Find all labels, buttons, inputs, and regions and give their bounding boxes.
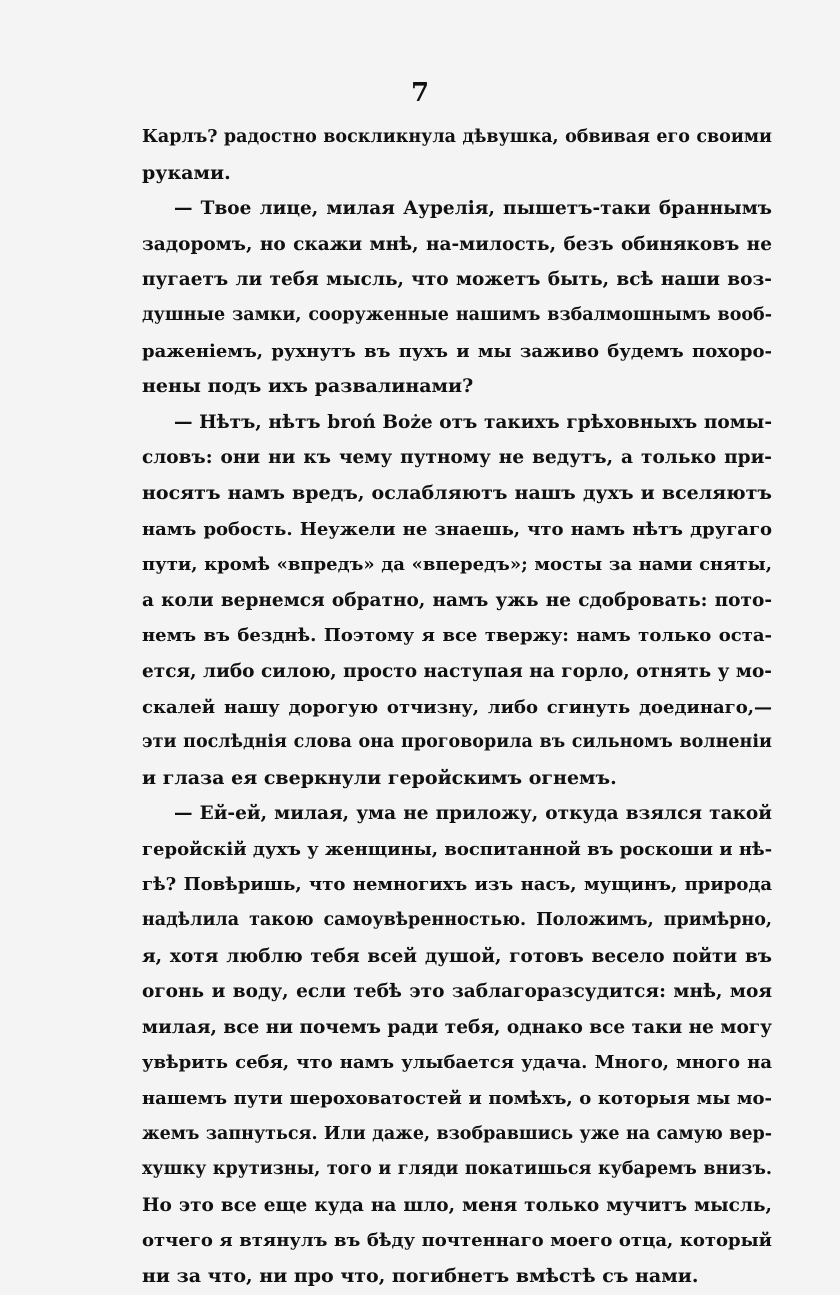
text-line: скалей нашу дорогую отчизну, либо сгинуть доединаго,—	[142, 696, 772, 718]
text-line: руками.	[142, 161, 231, 184]
text-line: пути, кромѣ «впредъ» да «впередъ»; мосты за нами сняты,	[142, 554, 772, 576]
text-line: нены подъ ихъ развалинами?	[142, 375, 474, 398]
text-line: намъ робость. Неужели не знаешь, что намъ нѣтъ другаго	[142, 518, 772, 540]
text-line: ется, либо силою, просто наступая на горло, отнять у мо-	[142, 660, 772, 682]
text-line: геройскій духъ у женщины, воспитанной въ роскоши и нѣ-	[142, 838, 772, 860]
text-line: Карлъ? радостно воскликнула дѣвушка, обвивая его своими	[142, 127, 772, 147]
text-line: я, хотя люблю тебя всей душой, готовъ весело пойти въ	[142, 945, 772, 967]
text-line: милая, все ни почемъ ради тебя, однако все таки не могу	[142, 1016, 772, 1038]
text-line: эти послѣднія слова она проговорила въ сильномъ волненіи	[142, 732, 772, 753]
text-line: раженіемъ, рухнутъ въ пухъ и мы заживо будемъ похоро-	[142, 340, 772, 362]
text-line: носятъ намъ вредъ, ослабляютъ нашъ духъ и вселяютъ	[142, 481, 772, 504]
text-line: надѣлила такою самоувѣренностью. Положимъ, примѣрно,	[142, 910, 772, 931]
text-line: — Нѣтъ, нѣтъ broń Boże отъ такихъ грѣховныхъ помы-	[174, 411, 772, 433]
text-line: задоромъ, но скажи мнѣ, на-милость, безъ обиняковъ не	[142, 233, 772, 255]
text-line: — Ей-ей, милая, ума не приложу, откуда взялся такой	[174, 803, 772, 825]
text-line: пугаетъ ли тебя мысль, что можетъ быть, всѣ наши воз-	[142, 269, 772, 291]
text-line: душные замки, сооруженные нашимъ взбалмошнымъ вооб-	[142, 304, 772, 325]
text-line: увѣрить себя, что намъ улыбается удача. Много, много на	[142, 1052, 772, 1074]
text-line: жемъ запнуться. Или даже, взобравшись уже на самую вер-	[142, 1123, 772, 1144]
paragraph	[142, 191, 772, 405]
text-line: немъ въ безднѣ. Поэтому я все твержу: намъ только оста-	[142, 625, 772, 647]
text-line: нашемъ пути шероховатостей и помѣхъ, о которыя мы мо-	[142, 1088, 772, 1110]
page-number: 7	[410, 78, 430, 108]
text-line: словъ: они ни къ чему путному не ведутъ, а только при-	[142, 447, 772, 469]
text-line: а коли вернемся обратно, намъ ужь не сдобровать: пото-	[142, 589, 772, 611]
paragraph	[142, 405, 772, 797]
text-line: отчего я втянулъ въ бѣду почтеннаго моего отца, который	[142, 1230, 772, 1252]
text-line: огонь и воду, если тебѣ это заблагоразсудится: мнѣ, моя	[142, 981, 772, 1003]
text-line: хушку крутизны, того и гляди покатишься кубаремъ внизъ.	[142, 1159, 772, 1180]
body-text	[142, 120, 772, 1295]
paragraph	[142, 120, 772, 191]
text-line: гѣ? Повѣришь, что немногихъ изъ насъ, мущинъ, природа	[142, 874, 772, 896]
text-line: ни за что, ни про что, погибнетъ вмѣстѣ съ нами.	[142, 1265, 699, 1287]
paragraph	[142, 796, 772, 1294]
text-line: — Твое лице, милая Аурелія, пышетъ-таки браннымъ	[174, 198, 772, 220]
text-line: Но это все еще куда на шло, меня только мучитъ мысль,	[142, 1194, 772, 1216]
text-line: и глаза ея сверкнули геройскимъ огнемъ.	[142, 766, 617, 789]
